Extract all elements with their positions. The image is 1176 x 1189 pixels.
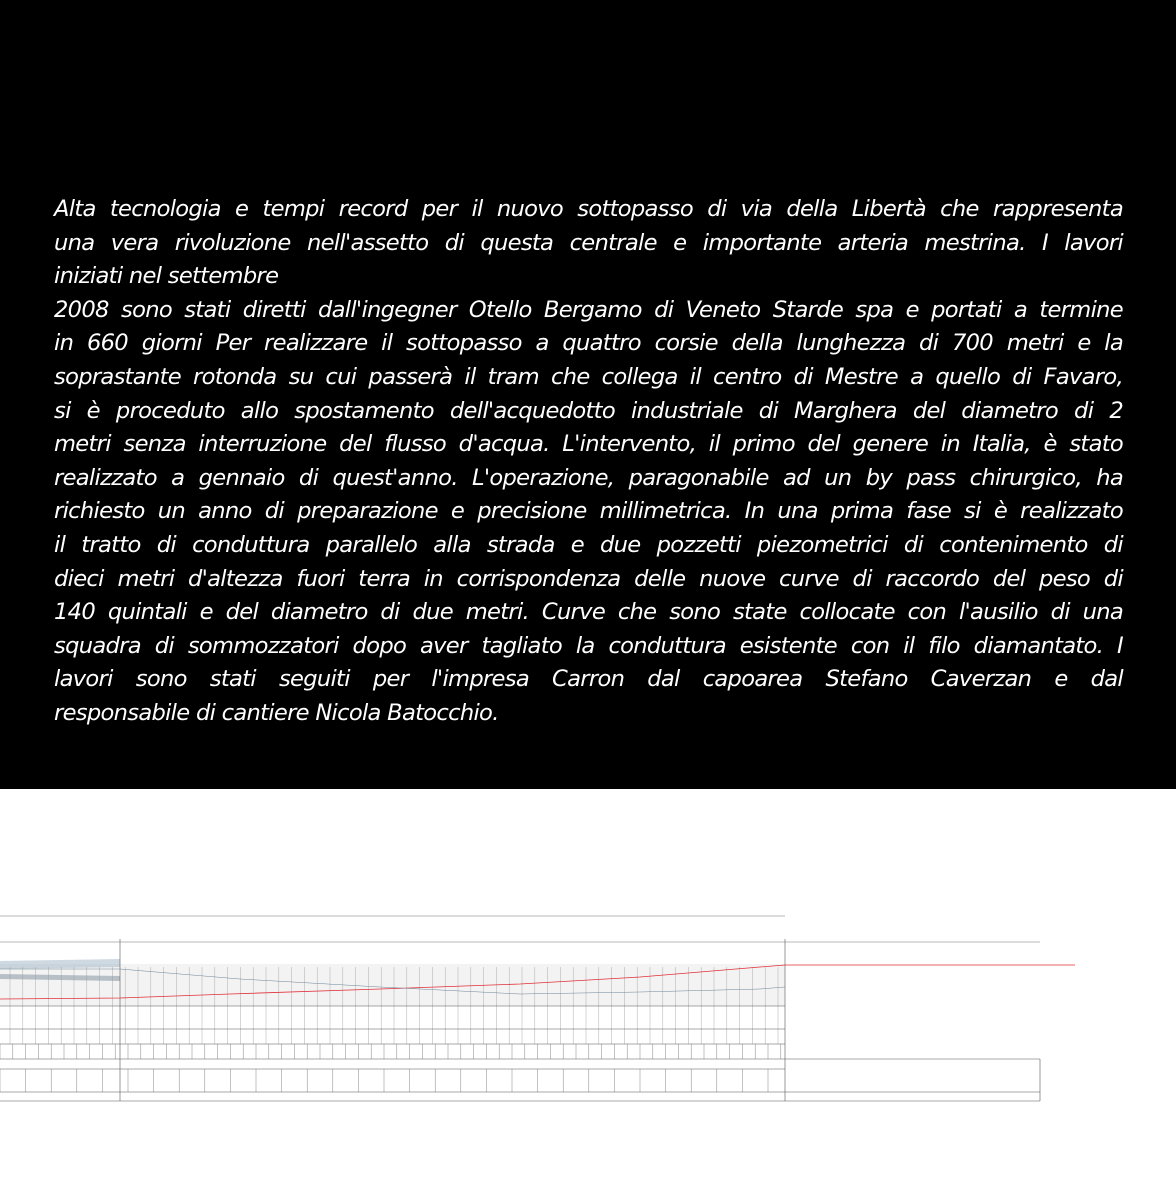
- article-line: richiesto un anno di preparazione e precisione millimetrica. In una prima fase si è realizzato: [54, 498, 1123, 525]
- article-line: in 660 giorni Per realizzare il sottopasso a quattro corsie della lunghezza di 700 metri e la: [54, 330, 1123, 357]
- article-line: realizzato a gennaio di quest'anno. L'operazione, paragonabile ad un by pass chirurgico, ha: [54, 464, 1123, 491]
- article-line: si è proceduto allo spostamento dell'acquedotto industriale di Marghera del diametro di 2: [54, 397, 1123, 424]
- article-line: una vera rivoluzione nell'assetto di questa centrale e importante arteria mestrina. I lavori: [54, 229, 1123, 256]
- section-drawing-svg: [0, 789, 1176, 1189]
- article-line: lavori sono stati seguiti per l'impresa Carron dal capoarea Stefano Caverzan e dal: [54, 666, 1123, 693]
- ground-band: [0, 959, 785, 1006]
- article-line: dieci metri d'altezza fuori terra in corrispondenza delle nuove curve di raccordo del peso di: [54, 565, 1123, 592]
- article-line: iniziati nel settembre: [54, 263, 279, 290]
- table-ticks: [0, 1044, 781, 1092]
- article-line: responsabile di cantiere Nicola Batocchio.: [54, 699, 499, 726]
- article-line: metri senza interruzione del flusso d'acqua. L'intervento, il primo del genere in Italia, è stato: [54, 431, 1123, 458]
- article-line: 140 quintali e del diametro di due metri. Curve che sono state collocate con l'ausilio di una: [54, 599, 1123, 626]
- top-dimension-line: [0, 916, 1040, 942]
- article-line: 2008 sono stati diretti dall'ingegner Otello Bergamo di Veneto Starde spa e portati a termine: [54, 296, 1123, 323]
- reference-lines: [0, 939, 1040, 1101]
- article-text: [54, 193, 1123, 731]
- longitudinal-section-drawing: [0, 789, 1176, 1189]
- article-line: soprastante rotonda su cui passerà il tram che collega il centro di Mestre a quello di Favaro,: [54, 363, 1123, 390]
- station-lines: [10, 967, 778, 1044]
- article-line: Alta tecnologia e tempi record per il nuovo sottopasso di via della Libertà che rappresenta: [54, 196, 1123, 222]
- article-line: squadra di sommozzatori dopo aver tagliato la conduttura esistente con il filo diamantato. I: [54, 632, 1123, 659]
- article-line: il tratto di conduttura parallelo alla strada e due pozzetti piezometrici di contenimento di: [54, 531, 1123, 558]
